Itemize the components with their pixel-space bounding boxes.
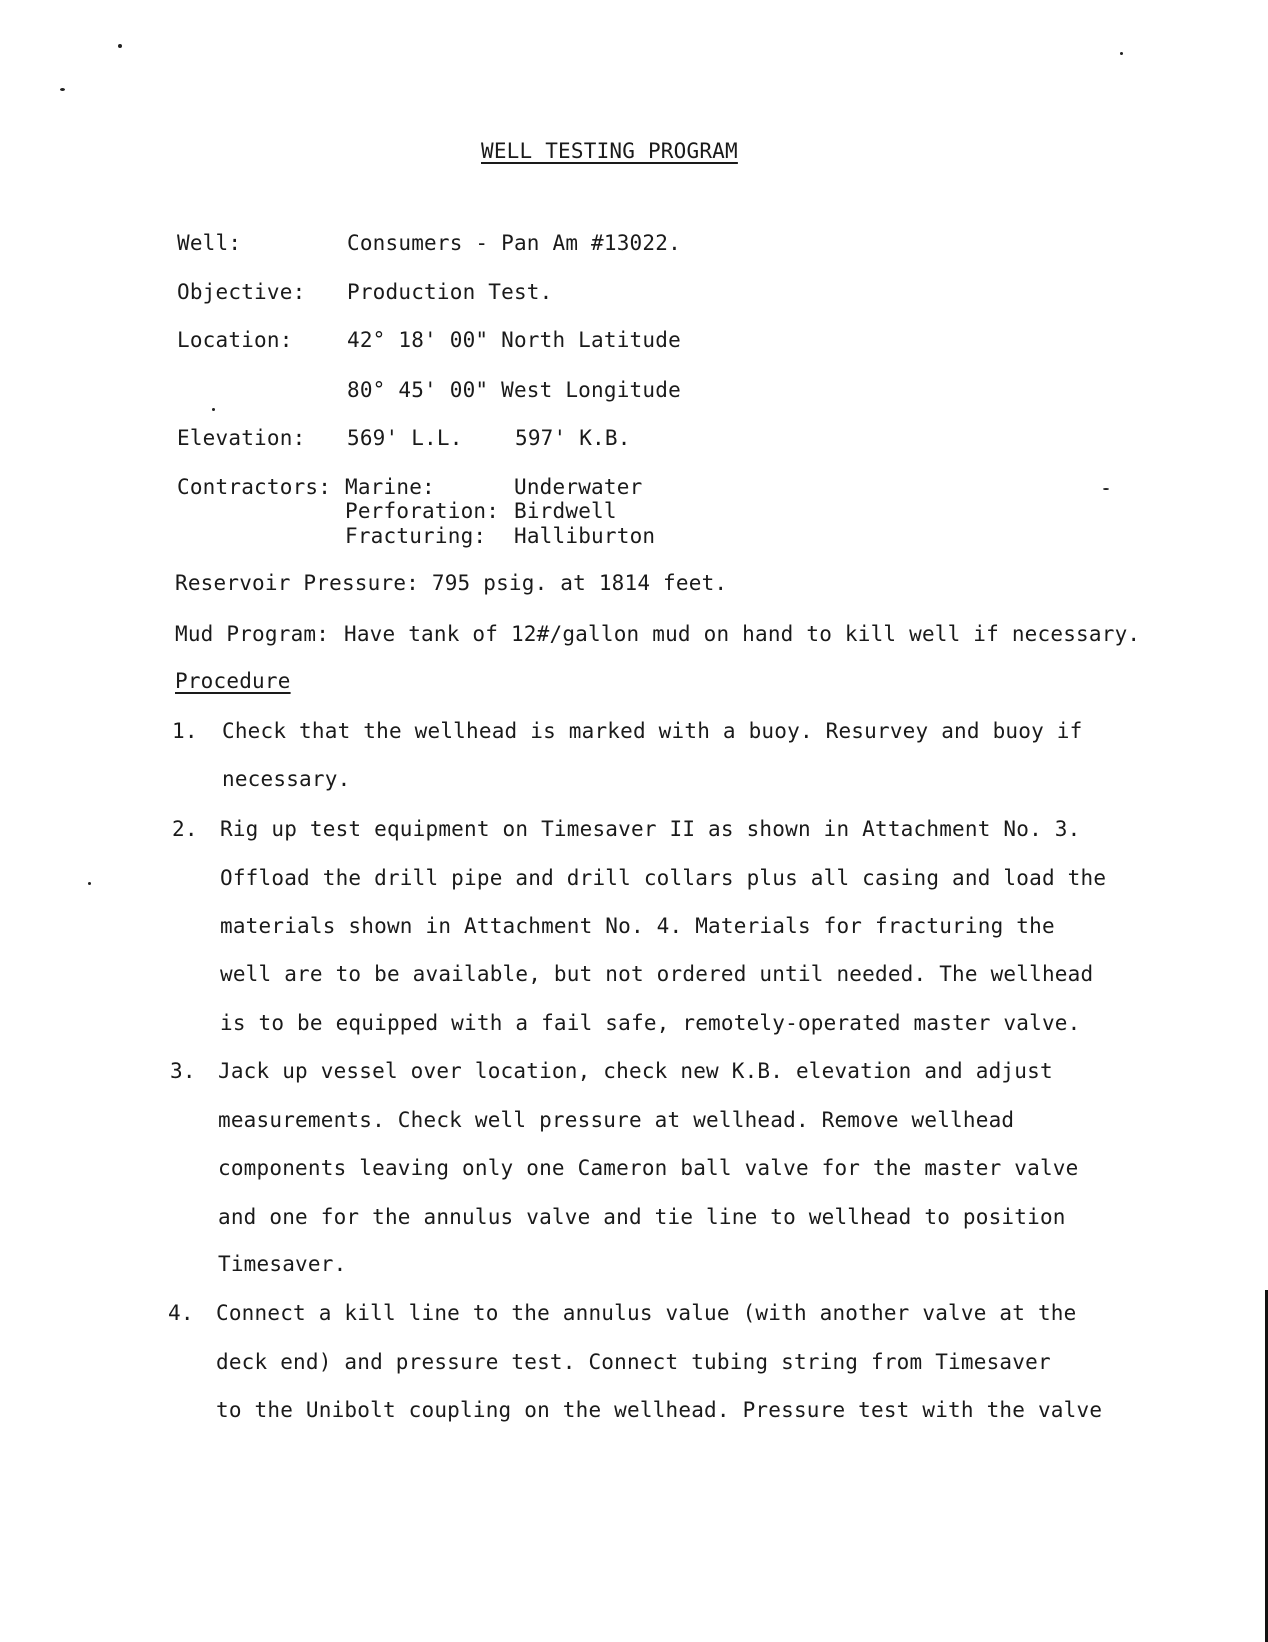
- step-line: Connect a kill line to the annulus value (with another valve at the: [216, 1301, 1077, 1325]
- scan-speck: [212, 408, 215, 411]
- elevation-kb: 597' K.B.: [515, 426, 631, 450]
- mud-program-label: Mud Program:: [175, 622, 330, 646]
- step-line: Check that the wellhead is marked with a buoy. Resurvey and buoy if: [222, 719, 1083, 743]
- scan-speck: [118, 44, 122, 48]
- contractor-name: Underwater: [514, 475, 643, 499]
- step-number: 1.: [172, 719, 198, 743]
- location-longitude: 80° 45' 00" West Longitude: [347, 378, 681, 402]
- contractor-role: Marine:: [345, 475, 435, 499]
- step-number: 2.: [172, 817, 198, 841]
- well-label: Well:: [177, 231, 242, 255]
- well-value: Consumers - Pan Am #13022.: [347, 231, 681, 255]
- step-line: components leaving only one Cameron ball valve for the master valve: [218, 1156, 1079, 1180]
- step-line: deck end) and pressure test. Connect tubing string from Timesaver: [216, 1350, 1051, 1374]
- step-line: and one for the annulus valve and tie line to wellhead to position: [218, 1205, 1066, 1229]
- step-line: Timesaver.: [218, 1252, 347, 1276]
- objective-label: Objective:: [177, 280, 306, 304]
- contractor-name: Halliburton: [514, 524, 656, 548]
- step-line: necessary.: [222, 767, 351, 791]
- step-line: measurements. Check well pressure at wellhead. Remove wellhead: [218, 1108, 1015, 1132]
- scan-speck: [88, 882, 91, 885]
- step-line: Rig up test equipment on Timesaver II as shown in Attachment No. 3.: [220, 817, 1081, 841]
- mud-program-value: Have tank of 12#/gallon mud on hand to kill well if necessary.: [344, 622, 1141, 646]
- step-line: materials shown in Attachment No. 4. Materials for fracturing the: [220, 914, 1055, 938]
- elevation-ll: 569' L.L.: [347, 426, 463, 450]
- step-line: Jack up vessel over location, check new K.B. elevation and adjust: [218, 1059, 1053, 1083]
- objective-value: Production Test.: [347, 280, 553, 304]
- location-latitude: 42° 18' 00" North Latitude: [347, 328, 681, 352]
- step-line: to the Unibolt coupling on the wellhead. Pressure test with the valve: [216, 1398, 1103, 1422]
- location-label: Location:: [177, 328, 293, 352]
- document-title: WELL TESTING PROGRAM: [481, 139, 738, 163]
- scan-speck: [1120, 52, 1123, 55]
- contractors-label: Contractors:: [177, 475, 332, 499]
- step-line: well are to be available, but not ordered until needed. The wellhead: [220, 962, 1094, 986]
- elevation-label: Elevation:: [177, 426, 306, 450]
- scan-speck: [60, 88, 65, 91]
- reservoir-pressure: Reservoir Pressure: 795 psig. at 1814 feet.: [175, 571, 728, 595]
- procedure-heading: Procedure: [175, 669, 291, 693]
- scan-speck: [1103, 488, 1109, 490]
- step-line: is to be equipped with a fail safe, remotely-operated master valve.: [220, 1011, 1081, 1035]
- contractor-role: Fracturing:: [345, 524, 487, 548]
- step-line: Offload the drill pipe and drill collars plus all casing and load the: [220, 866, 1107, 890]
- step-number: 3.: [170, 1059, 196, 1083]
- contractor-role: Perforation:: [345, 499, 500, 523]
- contractor-name: Birdwell: [514, 499, 617, 523]
- step-number: 4.: [168, 1301, 194, 1325]
